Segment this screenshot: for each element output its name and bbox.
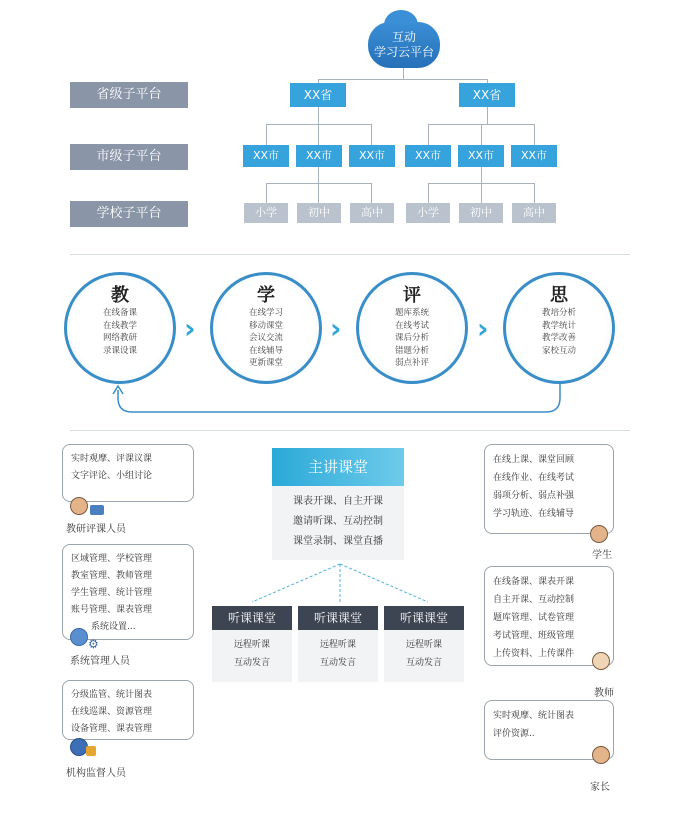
card-line: 学生管理、统计管理 xyxy=(71,588,153,598)
listen-line: 远程听课 xyxy=(233,640,270,650)
cycle-title: 学 xyxy=(257,285,275,306)
chevron-right-icon: › xyxy=(184,312,196,345)
cycle-evaluate xyxy=(356,272,468,384)
card-line: 系统设置... xyxy=(91,622,136,632)
city-node[interactable]: XX市 xyxy=(458,145,504,167)
cycle-item: 会议交流 xyxy=(248,333,283,343)
chevron-right-icon: › xyxy=(330,312,342,345)
role-card-student xyxy=(484,444,614,534)
city-node[interactable]: XX市 xyxy=(511,145,557,167)
listen-line: 远程听课 xyxy=(319,640,356,650)
card-line: 实时观摩、评课议课 xyxy=(71,454,153,464)
broadcast-lines xyxy=(240,562,440,606)
cycle-item: 教学改善 xyxy=(541,333,576,343)
reviewer-avatar-icon xyxy=(70,497,88,515)
cycle-item: 在线备课 xyxy=(102,308,137,318)
cycle-item: 教学统计 xyxy=(541,320,576,331)
cycle-item: 家校互动 xyxy=(541,345,576,356)
card-line: 考试管理、班级管理 xyxy=(493,631,575,641)
cycle-teach xyxy=(64,272,176,384)
listen-class-title: 听课课堂 xyxy=(298,606,378,630)
cycle-item: 移动课堂 xyxy=(248,320,283,331)
card-line: 设备管理、课表管理 xyxy=(71,724,153,734)
main-class-body xyxy=(272,486,404,560)
main-class-line: 邀请听课、互动控制 xyxy=(293,516,383,527)
school-node[interactable]: 高中 xyxy=(350,203,394,223)
card-line: 实时观摩、统计图表 xyxy=(493,711,575,721)
role-card-teacher xyxy=(484,566,614,666)
school-node[interactable]: 高中 xyxy=(512,203,556,223)
school-node[interactable]: 初中 xyxy=(297,203,341,223)
card-line: 在线备课、课表开课 xyxy=(493,577,575,587)
province-node[interactable]: XX省 xyxy=(459,83,515,107)
cloud-platform xyxy=(368,22,440,68)
card-line: 题库管理、试卷管理 xyxy=(493,613,575,623)
cycle-learn xyxy=(210,272,322,384)
cycle-item: 在线考试 xyxy=(394,320,429,331)
level-province: 省级子平台 xyxy=(70,82,188,108)
cycle-item: 教培分析 xyxy=(541,308,576,318)
school-node[interactable]: 初中 xyxy=(459,203,503,223)
role-label: 系统管理人员 xyxy=(70,656,130,667)
main-class-line: 课表开课、自主开课 xyxy=(293,496,383,507)
gear-icon: ⚙ xyxy=(88,637,99,651)
card-line: 评价资源.. xyxy=(493,729,535,739)
return-arrow xyxy=(110,384,570,420)
card-line: 自主开课、互动控制 xyxy=(493,595,575,605)
cycle-title: 教 xyxy=(111,285,129,306)
role-card-reviewer xyxy=(62,444,194,502)
divider xyxy=(70,254,630,255)
cycle-title: 思 xyxy=(550,285,568,306)
cycle-title: 评 xyxy=(403,285,421,306)
listen-line: 互动发言 xyxy=(319,658,356,668)
listen-line: 互动发言 xyxy=(233,658,270,668)
level-city: 市级子平台 xyxy=(70,144,188,170)
cycle-reflect xyxy=(503,272,615,384)
listen-class-title: 听课课堂 xyxy=(384,606,464,630)
card-line: 区域管理、学校管理 xyxy=(71,554,153,564)
city-node[interactable]: XX市 xyxy=(349,145,395,167)
cycle-item: 题库系统 xyxy=(394,308,429,318)
card-line: 在线上课、课堂回顾 xyxy=(493,455,575,465)
laptop-icon xyxy=(90,505,104,515)
main-class-title: 主讲课堂 xyxy=(272,448,404,486)
listen-class-body xyxy=(212,630,292,682)
level-school: 学校子平台 xyxy=(70,201,188,227)
school-node[interactable]: 小学 xyxy=(244,203,288,223)
role-card-admin xyxy=(62,544,194,640)
role-label: 教师 xyxy=(594,688,614,699)
admin-avatar-icon xyxy=(70,628,88,646)
listen-line: 远程听课 xyxy=(405,640,442,650)
cycle-item: 课后分析 xyxy=(394,333,429,343)
student-avatar-icon xyxy=(590,525,608,543)
card-line: 在线巡课、资源管理 xyxy=(71,707,153,717)
card-line: 账号管理、课表管理 xyxy=(71,605,153,615)
cycle-item: 在线辅导 xyxy=(248,345,283,356)
card-line: 上传资料、上传课件 xyxy=(493,649,575,659)
card-line: 文字评论、小组讨论 xyxy=(71,471,153,481)
cycle-item: 更新课堂 xyxy=(248,358,283,368)
role-label: 教研评课人员 xyxy=(66,524,126,535)
cycle-item: 弱点补评 xyxy=(394,358,429,368)
cloud-line1: 互动 xyxy=(391,30,416,44)
main-class-line: 课堂录制、课堂直播 xyxy=(293,536,383,547)
cycle-item: 在线教学 xyxy=(102,320,137,331)
listen-class-title: 听课课堂 xyxy=(212,606,292,630)
card-line: 教室管理、教师管理 xyxy=(71,571,153,581)
role-label: 学生 xyxy=(592,550,612,561)
listen-line: 互动发言 xyxy=(405,658,442,668)
listen-class-body xyxy=(384,630,464,682)
card-line: 弱项分析、弱点补强 xyxy=(493,491,575,501)
parent-avatar-icon xyxy=(592,746,610,764)
city-node[interactable]: XX市 xyxy=(405,145,451,167)
role-card-supervisor xyxy=(62,680,194,740)
card-line: 在线作业、在线考试 xyxy=(493,473,575,483)
card-line: 分级监管、统计图表 xyxy=(71,690,153,700)
city-node[interactable]: XX市 xyxy=(296,145,342,167)
cycle-item: 在线学习 xyxy=(248,308,283,318)
divider xyxy=(70,430,630,431)
cycle-item: 错题分析 xyxy=(394,345,429,356)
province-node[interactable]: XX省 xyxy=(290,83,346,107)
cycle-item: 网络教研 xyxy=(102,333,137,343)
cloud-line2: 学习云平台 xyxy=(373,45,434,59)
card-line: 学习轨迹、在线辅导 xyxy=(493,509,575,519)
school-node[interactable]: 小学 xyxy=(406,203,450,223)
badge-icon xyxy=(86,746,96,756)
role-label: 机构监督人员 xyxy=(66,768,126,779)
listen-class-body xyxy=(298,630,378,682)
city-node[interactable]: XX市 xyxy=(243,145,289,167)
cycle-item: 录课设课 xyxy=(102,345,137,356)
teacher-avatar-icon xyxy=(592,652,610,670)
chevron-right-icon: › xyxy=(477,312,489,345)
role-label: 家长 xyxy=(590,782,610,793)
